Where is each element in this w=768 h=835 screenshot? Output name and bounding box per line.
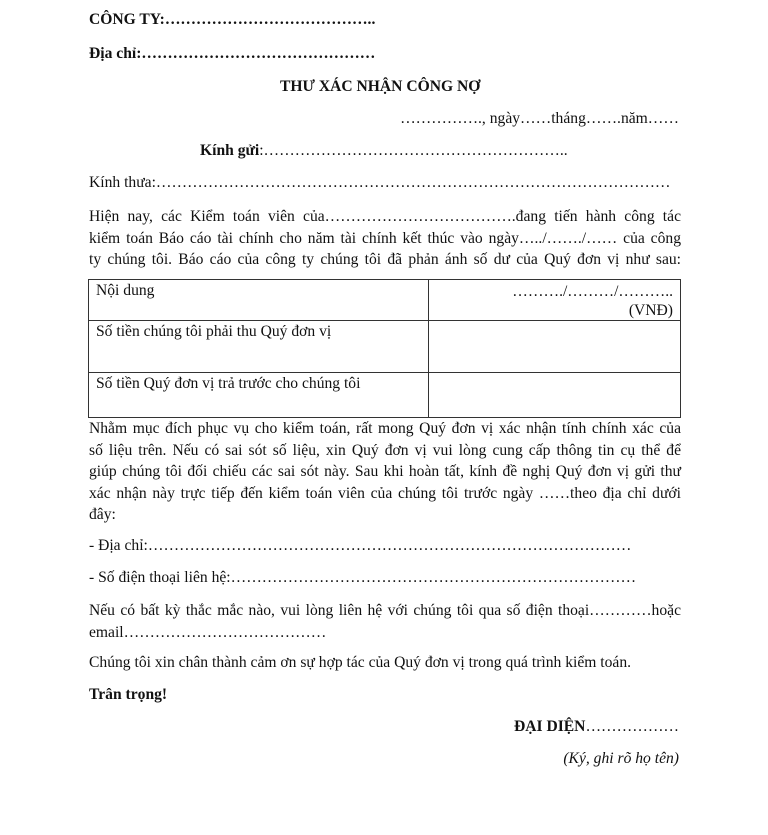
table-row-value xyxy=(429,373,681,418)
signature-line xyxy=(514,718,679,736)
table-row xyxy=(89,321,681,373)
inquiry-line: email………………………………… xyxy=(89,623,327,641)
company-field: CÔNG TY:………………………………….. xyxy=(89,11,376,28)
request-line: giúp chúng tôi đối chiếu các sai sót này. Sau khi hoàn tất, kính đề nghị Quý đơn vị gửi thư xyxy=(89,463,681,480)
request-line: xác nhận này trực tiếp đến kiểm toán viên của chúng tôi trước ngày ……theo địa chỉ dưới xyxy=(89,484,681,502)
signature-title: ĐẠI DIỆN xyxy=(513,718,586,735)
inquiry-paragraph xyxy=(89,600,681,643)
intro-paragraph xyxy=(89,206,681,271)
table-header-content: Nội dung xyxy=(89,280,429,321)
contact-address-line: - Địa chỉ:………………………………………………………………………………… xyxy=(89,537,632,554)
document-title: THƯ XÁC NHẬN CÔNG NỢ xyxy=(280,78,481,95)
table-header-date-cell xyxy=(429,280,681,321)
intro-line: kiểm toán Báo cáo tài chính cho năm tài chính kết thúc vào ngày…../……./…… của công xyxy=(89,229,681,247)
table-row-label: Số tiền Quý đơn vị trả trước cho chúng tôi xyxy=(89,373,429,418)
table-header-unit: (VNĐ) xyxy=(628,302,673,319)
recipient-label: Kính gửi xyxy=(200,142,260,159)
recipient-dots: :………………………………………………….. xyxy=(259,142,568,159)
date-line: ……………., ngày……tháng…….năm…… xyxy=(400,110,679,127)
intro-line: Hiện nay, các Kiểm toán viên của……………………………….đang tiến hành công tác xyxy=(89,208,681,225)
thanks-line: Chúng tôi xin chân thành cảm ơn sự hợp tác của Quý đơn vị trong quá trình kiểm toán. xyxy=(89,654,632,671)
signature-dots: ……………… xyxy=(585,718,679,735)
inquiry-line: Nếu có bất kỳ thắc mắc nào, vui lòng liên hệ với chúng tôi qua số điện thoại…………hoặc xyxy=(89,602,681,619)
contact-phone-line: - Số điện thoại liên hệ:…………………………………………………………………… xyxy=(89,569,637,586)
table-row xyxy=(89,373,681,418)
request-line: số liệu trên. Nếu có sai sót số liệu, xin Quý đơn vị vui lòng cung cấp thông tin cụ thể để xyxy=(89,441,681,459)
intro-line: ty chúng tôi. Báo cáo của công ty chúng tôi đã phản ánh số dư của Quý đơn vị như sau: xyxy=(89,251,681,268)
company-address-field: Địa chỉ:……………………………………… xyxy=(89,45,376,62)
request-line: Nhằm mục đích phục vụ cho kiểm toán, rất mong Quý đơn vị xác nhận tính chính xác của xyxy=(89,420,681,437)
table-header-date: ………./………/……….. xyxy=(512,283,673,300)
closing-line: Trân trọng! xyxy=(89,686,168,703)
signature-note: (Ký, ghi rõ họ tên) xyxy=(563,750,679,767)
table-row-value xyxy=(429,321,681,373)
table-header-row xyxy=(89,280,681,321)
request-paragraph xyxy=(89,418,681,526)
debt-table xyxy=(88,279,681,418)
request-line: đây: xyxy=(89,506,116,523)
salutation-line: Kính thưa:……………………………………………………………………………………… xyxy=(89,174,671,191)
recipient-line xyxy=(200,142,568,160)
table-row-label: Số tiền chúng tôi phải thu Quý đơn vị xyxy=(89,321,429,373)
